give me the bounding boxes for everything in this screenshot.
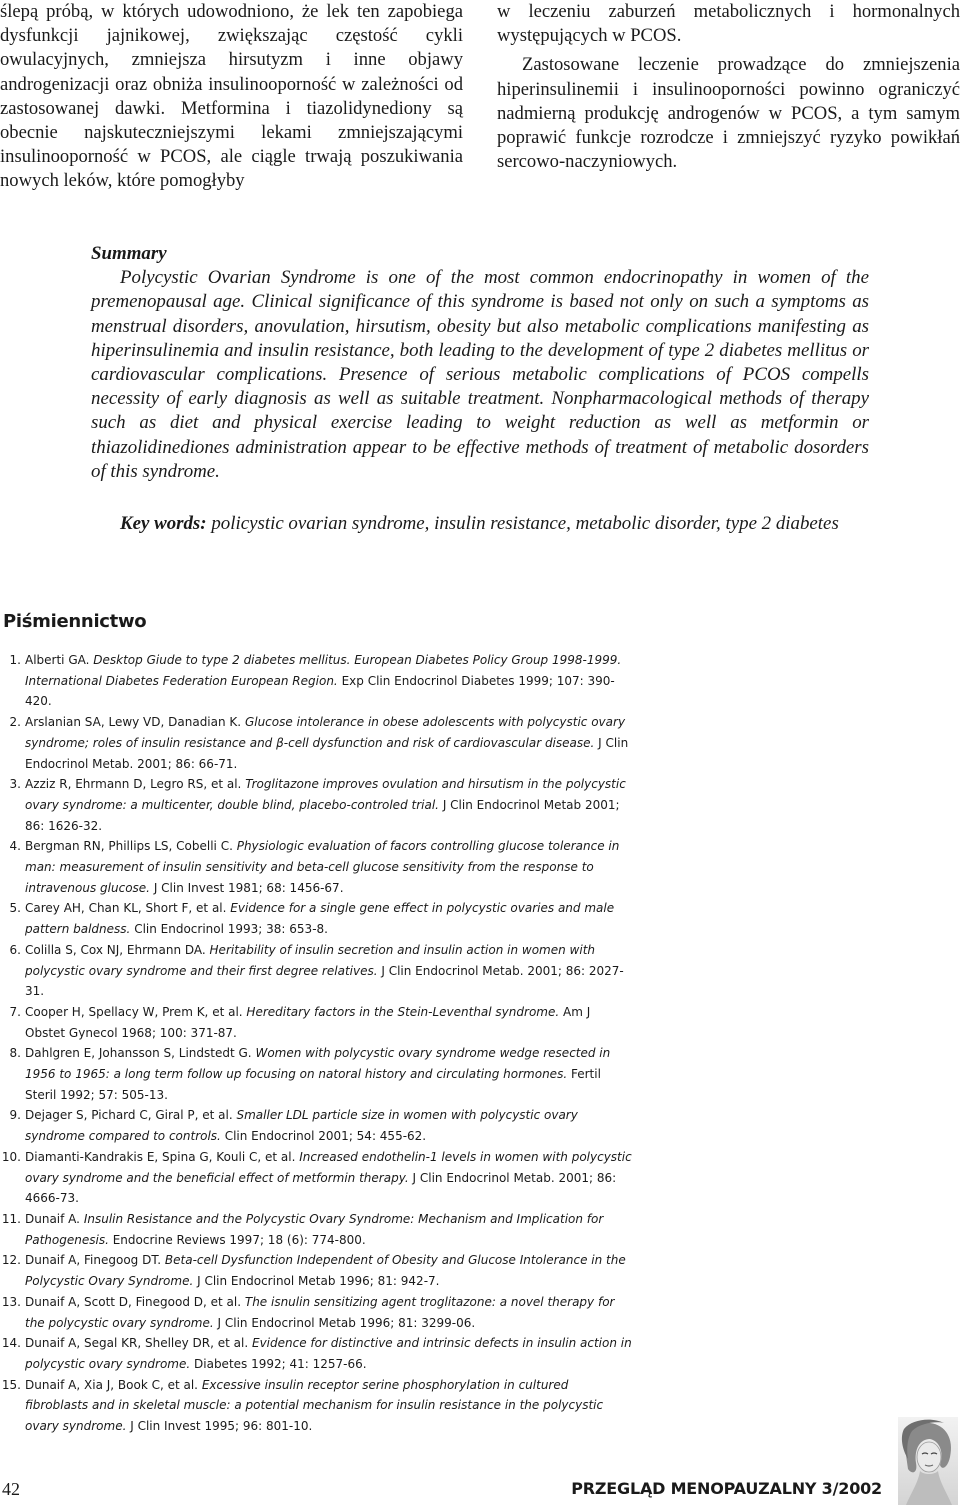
reference-source: J Clin Invest 1981; 68: 1456-67.	[153, 880, 344, 895]
right-column	[497, 0, 960, 174]
reference-source: Fertil Steril 1992; 57: 505-13.	[25, 1067, 601, 1102]
reference-title: Smaller LDL particle size in women with polycystic ovary syndrome compared to controls.	[25, 1108, 578, 1144]
reference-title: Hereditary factors in the Stein-Leventhal syndrome.	[246, 1004, 560, 1019]
reference-title: Evidence for a single gene effect in polycystic ovaries and male pattern baldness.	[25, 901, 615, 937]
reference-source: J Clin Endocrinol Metab. 2001; 86: 66-71.	[25, 735, 629, 771]
summary-section	[91, 242, 869, 536]
reference-item	[0, 1250, 633, 1291]
reference-number: 10.	[1, 1149, 21, 1164]
reference-authors: Dejager S, Pichard C, Giral P, et al.	[25, 1108, 233, 1123]
reference-title: Evidence for distinctive and intrinsic defects in insulin action in polycystic ovary syndrome.	[25, 1336, 632, 1371]
references-heading: Piśmiennictwo	[3, 611, 147, 632]
reference-authors: Dunaif A, Segal KR, Shelley DR, et al.	[25, 1336, 249, 1351]
reference-source: Clin Endocrinol 2001; 54: 455-62.	[224, 1129, 427, 1144]
reference-item	[0, 1209, 633, 1250]
reference-authors: Colilla S, Cox NJ, Ehrmann DA.	[25, 942, 206, 957]
reference-source: J Clin Endocrinol Metab. 2001; 86: 4666-73.	[25, 1170, 617, 1206]
left-column	[0, 0, 463, 194]
reference-number: 11.	[1, 1211, 21, 1226]
reference-item	[0, 1333, 633, 1374]
reference-title: Glucose intolerance in obese adolescents with polycystic ovary syndrome; roles of insulin resistance and β-cell dysfunction and risk of cardiovascular disease.	[25, 715, 626, 750]
reference-title: Beta-cell Dysfunction Independent of Obesity and Glucose Intolerance in the Polycystic Ovary Syndrome.	[25, 1253, 626, 1289]
reference-title: Increased endothelin-1 levels in women with polycystic ovary syndrome and the beneficial effect of metformin therapy.	[25, 1149, 632, 1185]
reference-authors: Azziz R, Ehrmann D, Legro RS, et al.	[25, 777, 242, 792]
reference-authors: Cooper H, Spellacy W, Prem K, et al.	[25, 1004, 243, 1019]
reference-source: Diabetes 1992; 41: 1257-66.	[194, 1356, 367, 1371]
reference-authors: Dunaif A, Finegoog DT.	[25, 1253, 162, 1268]
reference-title: Desktop Giude to type 2 diabetes mellitus. European Diabetes Policy Group 1998-1999. International Diabetes Federation European Region.	[25, 653, 622, 688]
reference-number: 12.	[1, 1253, 21, 1268]
keywords	[91, 512, 869, 536]
reference-source: J Clin Invest 1995; 96: 801-10.	[130, 1419, 313, 1434]
reference-source: J Clin Endocrinol Metab. 2001; 86: 2027-31.	[25, 963, 624, 999]
reference-source: Endocrine Reviews 1997; 18 (6): 774-800.	[112, 1232, 366, 1247]
reference-number: 6.	[9, 942, 21, 957]
reference-number: 2.	[9, 715, 21, 730]
reference-item	[0, 1002, 633, 1043]
reference-title: Troglitazone improves ovulation and hirsutism in the polycystic ovary syndrome: a multicenter, double blind, placebo-controled trial.	[25, 777, 626, 812]
reference-title: Physiologic evaluation of facors controlling glucose tolerance in man: measurement of insulin sensitivity and beta-cell glucose sensitivity from the response to intravenous glucose.	[25, 839, 620, 895]
woman-portrait-logo-icon	[898, 1417, 958, 1505]
reference-number: 13.	[1, 1294, 21, 1309]
reference-number: 8.	[9, 1046, 21, 1061]
keywords-label: Key words:	[120, 513, 207, 535]
reference-source: Clin Endocrinol 1993; 38: 653-8.	[134, 922, 328, 937]
reference-number: 9.	[9, 1108, 21, 1123]
right-column-paragraph-1: w leczeniu zaburzeń metabolicznych i hormonalnych występujących w PCOS.	[497, 1, 960, 47]
right-column-paragraph-2: Zastosowane leczenie prowadzące do zmniejszenia hiperinsulinemii i insulinooporności powinno ograniczyć nadmierną produkcję androgenów w PCOS, a tym samym poprawić funkcje rozrodcze i zmniejszyć ryzyko powikłań sercowo-naczyniowych.	[497, 54, 960, 173]
reference-title: Excessive insulin receptor serine phosphorylation in cultured fibroblasts and in skeletal muscle: a potential mechanism for insulin resistance in the polycystic ovary syndrome.	[25, 1377, 604, 1434]
reference-source: J Clin Endocrinol Metab 2001; 86: 1626-32.	[25, 797, 620, 833]
reference-source: Am J Obstet Gynecol 1968; 100: 371-87.	[25, 1004, 591, 1040]
reference-number: 4.	[9, 839, 21, 854]
reference-item	[0, 836, 633, 898]
reference-item	[0, 940, 633, 1002]
reference-authors: Alberti GA.	[25, 653, 90, 667]
reference-item	[0, 712, 633, 774]
page-number: 42	[2, 1479, 20, 1499]
reference-title: The isnulin sensitizing agent troglitazone: a novel therapy for the polycystic ovary syndrome.	[25, 1294, 615, 1330]
reference-item	[0, 898, 633, 939]
reference-title: Insulin Resistance and the Polycystic Ovary Syndrome: Mechanism and Implication for Pathogenesis.	[25, 1211, 604, 1247]
reference-item	[0, 1105, 633, 1146]
reference-item	[0, 774, 633, 836]
reference-number: 1.	[9, 653, 21, 667]
reference-number: 15.	[1, 1377, 21, 1392]
summary-text: Polycystic Ovarian Syndrome is one of the most common endocrinopathy in women of the premenopausal age. Clinical significance of this syndrome is based not only on such a symptoms as menstrual disorders, anovulation, hirsutism, obesity but also metabolic complications manifesting as hiperinsulinemia and insulin resistance, both leading to the development of type 2 diabetes mellitus or cardiovascular complications. Presence of serious metabolic complications of PCOS compells necessity of early diagnosis as well as suitable treatment. Nonpharmacological methods of therapy such as diet and physical exercise leading to weight reduction as well as metformin or thiazolidinediones administration appear to be effective methods of treatment of metabolic dosorders of this syndrome.	[91, 267, 869, 482]
reference-item	[0, 1292, 633, 1333]
reference-source: J Clin Endocrinol Metab 1996; 81: 942-7.	[197, 1274, 440, 1289]
references-list	[0, 650, 633, 1437]
reference-title: Women with polycystic ovary syndrome wedge resected in 1956 to 1965: a long term follow up focusing on natoral history and circulating hormones.	[25, 1046, 611, 1082]
reference-authors: Diamanti-Kandrakis E, Spina G, Kouli C, et al.	[25, 1149, 296, 1164]
journal-name: PRZEGLĄD MENOPAUZALNY 3/2002	[571, 1479, 882, 1498]
reference-number: 7.	[9, 1004, 21, 1019]
reference-source: J Clin Endocrinol Metab 1996; 81: 3299-06.	[217, 1315, 476, 1330]
polish-body-text	[0, 0, 960, 190]
reference-authors: Dunaif A, Scott D, Finegood D, et al.	[25, 1294, 242, 1309]
keywords-text: policystic ovarian syndrome, insulin resistance, metabolic disorder, type 2 diabetes	[211, 513, 839, 535]
reference-number: 14.	[1, 1336, 21, 1351]
reference-authors: Dunaif A, Xia J, Book C, et al.	[25, 1377, 198, 1392]
reference-authors: Bergman RN, Phillips LS, Cobelli C.	[25, 839, 233, 854]
reference-item	[0, 1147, 633, 1209]
left-column-paragraph: ślepą próbą, w których udowodniono, że lek ten zapobiega dysfunkcji jajnikowej, zwiększając częstość cykli owulacyjnych, zmniejsza hirsutyzm i inne objawy androgenizacji oraz obniża insulinooporność w zależności od zastosowanej dawki. Metformina i tiazolidynediony są obecnie najskuteczniejszymi lekami zmniejszającymi insulinooporność w PCOS, ale ciągle trwają poszukiwania nowych leków, które pomogłyby	[0, 1, 463, 192]
reference-authors: Dunaif A.	[25, 1211, 80, 1226]
reference-authors: Arslanian SA, Lewy VD, Danadian K.	[25, 715, 242, 730]
reference-number: 5.	[9, 901, 21, 916]
reference-source: Exp Clin Endocrinol Diabetes 1999; 107: 390-420.	[25, 673, 615, 709]
reference-number: 3.	[9, 777, 21, 792]
reference-title: Heritability of insulin secretion and insulin action in women with polycystic ovary syndrome and their first degree relatives.	[25, 942, 596, 978]
reference-authors: Carey AH, Chan KL, Short F, et al.	[25, 901, 227, 916]
reference-item	[0, 650, 633, 712]
reference-authors: Dahlgren E, Johansson S, Lindstedt G.	[25, 1046, 252, 1061]
reference-item	[0, 1375, 633, 1437]
reference-item	[0, 1043, 633, 1105]
summary-title: Summary	[91, 243, 167, 264]
